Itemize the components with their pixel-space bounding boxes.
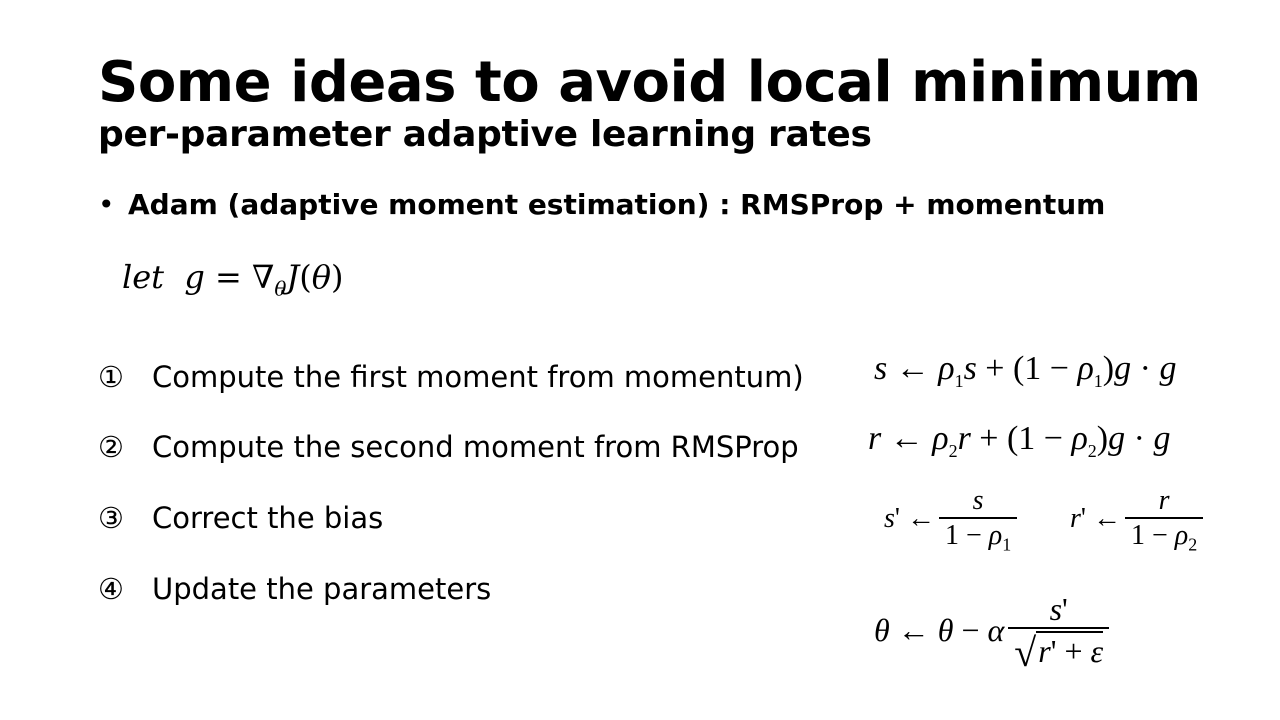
step-1 xyxy=(98,360,804,394)
step-number: ① xyxy=(98,360,124,394)
equation-update: θ ← θ − α $\frac{s'}{√r' + \varepsilon}$ xyxy=(874,592,1109,675)
step-label: Compute the second moment from RMSProp xyxy=(152,430,799,464)
equation-first-moment: s ← $\rho_1s + (1 - \rho_1)g \cdot g$ xyxy=(874,350,1177,391)
step-number: ② xyxy=(98,430,124,464)
bullet-dot-icon: • xyxy=(98,188,115,221)
equation-second-moment: r ← $\rho_2r + (1 - \rho_2)g \cdot g$ xyxy=(868,420,1171,461)
step-number: ④ xyxy=(98,572,124,606)
step-label: Update the parameters xyxy=(152,572,492,606)
step-label: Correct the bias xyxy=(152,501,384,535)
equation-bias-s: s' ← $\frac{s}{1 - \rho_1}$ xyxy=(884,486,1017,555)
step-2 xyxy=(98,430,799,464)
step-3 xyxy=(98,501,383,535)
step-4 xyxy=(98,572,491,606)
slide-title: Some ideas to avoid local minimum xyxy=(98,50,1201,115)
bullet-text: Adam (adaptive moment estimation) : RMSProp + momentum xyxy=(128,188,1106,221)
slide-subtitle: per-parameter adaptive learning rates xyxy=(98,114,872,155)
step-label: Compute the first moment from momentum) xyxy=(152,360,804,394)
bullet-item xyxy=(98,188,1105,221)
let-statement: let $g = \nabla_\theta J(\theta)$ xyxy=(122,258,344,301)
equation-bias-r: r' ← $\frac{r}{1 - \rho_2}$ xyxy=(1070,486,1203,555)
step-number: ③ xyxy=(98,501,124,535)
